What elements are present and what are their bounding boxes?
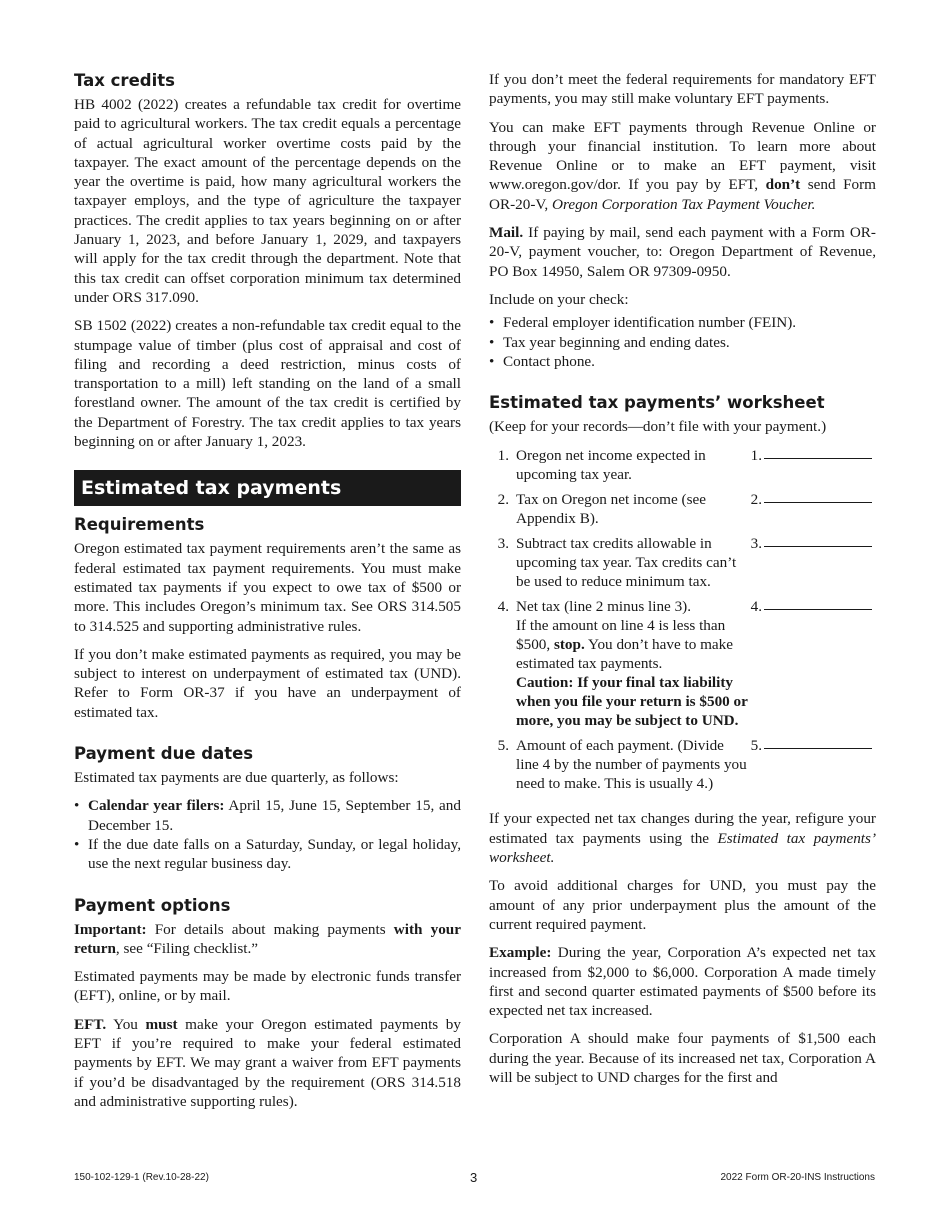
refigure-paragraph <box>489 809 876 867</box>
less-than-text: If the amount on line 4 is less than $500, <box>516 617 726 654</box>
requirements-heading: Requirements <box>74 515 205 535</box>
line-3-entry-blank[interactable] <box>764 534 872 547</box>
example-text: During the year, Corporation A’s expected net tax increased from $2,000 to $6,000. Corporation A made timely first and second quarter estimated payments of $500 before its expected net tax increased. <box>489 944 876 1020</box>
row-number: 1. <box>497 447 509 465</box>
worksheet-row-5 <box>489 736 876 793</box>
eft-text-1: You <box>106 1015 146 1033</box>
example-label: Example: <box>489 944 552 962</box>
avoid-und-paragraph: To avoid additional charges for UND, you must pay the amount of any prior underpayment plus the amount of the current required payment. <box>489 877 876 933</box>
line-number: 5. <box>750 737 762 755</box>
mail-paragraph <box>489 223 876 281</box>
row-number: 5. <box>497 737 509 755</box>
refigure-text: If your expected net tax changes during the year, refigure your estimated tax payments using the <box>489 810 876 847</box>
worksheet-row-3 <box>489 534 876 591</box>
include-intro: Include on your check: <box>489 290 629 308</box>
eft-methods-text-1: You can make EFT payments through Revenue Online or through your financial institution. To learn more about Revenue Online or to make an EFT payment, visit www.oregon.gov/dor. If you pay by EFT, <box>489 118 876 194</box>
page-number: 3 <box>470 1170 478 1185</box>
row-description: Subtract tax credits allowable in upcoming tax year. Tax credits can’t be used to reduce minimum tax. <box>516 535 737 591</box>
include-list <box>489 313 876 371</box>
row-number: 2. <box>497 491 509 509</box>
requirements-paragraph-1: Oregon estimated tax payment requirements aren’t the same as federal estimated tax payment requirements. You must make estimated tax payments if you expect to owe tax of $500 or more. This includes Oregon’s minimum tax. See ORS 314.505 to 314.525 and supporting administrative rules. <box>74 540 461 635</box>
calendar-filers-dates: April 15, June 15, September 15, and December 15. <box>88 797 461 834</box>
include-tax-year: Tax year beginning and ending dates. <box>503 333 730 351</box>
eft-label: EFT. <box>74 1015 107 1033</box>
footer-form-code: 150-102-129-1 (Rev.10-28-22) <box>74 1172 209 1183</box>
row-number: 4. <box>497 598 509 616</box>
net-tax-text: Net tax (line 2 minus line 3). <box>516 598 692 616</box>
tax-credits-paragraph-2: SB 1502 (2022) creates a non-refundable tax credit equal to the stumpage value of timber (plus cost of appraisal and cost of filing and recording a deed restriction, minus costs of transportation to a mill) left standing on the land of a small forestland owner. The amount of the tax credit is certified by the Department of Forestry. The tax credit applies to tax years beginning on or after January 1, 2023. <box>74 317 461 451</box>
payment-options-heading: Payment options <box>74 895 231 915</box>
important-text-1: For details about making payments <box>146 920 394 938</box>
row-description <box>516 597 748 730</box>
eft-paragraph <box>74 1015 461 1111</box>
eft-text-2: make your Oregon estimated payments by EFT if you’re required to make your federal estimated payments by EFT. We may grant a waiver from EFT payments if you’d be disadvantaged by the requirement (ORS 314.518 and administrative supporting rules). <box>74 1015 461 1110</box>
important-paragraph <box>74 920 461 959</box>
stop-emphasis: stop. <box>553 636 585 654</box>
include-fein: Federal employer identification number (FEIN). <box>503 314 797 332</box>
no-payments-text: You don’t have to make estimated tax payments. <box>516 636 733 673</box>
with-your-return: with your return <box>74 920 461 957</box>
mail-text: If paying by mail, send each payment with a Form OR-20-V, payment voucher, to: Oregon Department of Revenue, PO Box 14950, Salem OR 97309-0950. <box>489 224 876 280</box>
line-4-entry-blank[interactable] <box>764 597 872 610</box>
worksheet-title-reference: Estimated tax payments’ worksheet. <box>489 829 876 867</box>
include-contact-phone: Contact phone. <box>503 352 595 370</box>
row-description: Amount of each payment. (Divide line 4 by the number of payments you need to make. This is usually 4.) <box>516 737 747 793</box>
eft-methods-paragraph <box>489 118 876 214</box>
worksheet-row-2 <box>489 490 876 528</box>
due-dates-list <box>74 796 461 873</box>
row-description: Tax on Oregon net income (see Appendix B). <box>516 491 706 528</box>
worksheet <box>489 446 876 793</box>
important-text-2: , see “Filing checklist.” <box>115 939 259 957</box>
line-5-entry-blank[interactable] <box>764 736 872 749</box>
tax-credits-heading: Tax credits <box>74 71 175 90</box>
list-item: • Calendar year filers: April 15, June 15, September 15, and December 15. <box>74 797 461 834</box>
payment-due-dates-intro: Estimated tax payments are due quarterly, as follows: <box>74 769 399 787</box>
dont-emphasis: don’t <box>765 176 801 194</box>
mail-label: Mail. <box>489 224 524 242</box>
example-paragraph <box>489 943 876 1020</box>
row-description: Oregon net income expected in upcoming tax year. <box>516 447 706 484</box>
line-number: 4. <box>750 598 762 616</box>
footer-instructions-title: 2022 Form OR-20-INS Instructions <box>720 1172 875 1183</box>
row-number: 3. <box>497 535 509 553</box>
list-item: • Contact phone. <box>489 352 595 370</box>
line-number: 1. <box>750 447 762 465</box>
line-1-entry-blank[interactable] <box>764 446 872 459</box>
important-label: Important: <box>74 920 147 938</box>
list-item: • Tax year beginning and ending dates. <box>489 333 730 351</box>
estimated-tax-payments-band: Estimated tax payments <box>74 470 461 506</box>
list-item: • Federal employer identification number (FEIN). <box>489 314 797 332</box>
caution-text: Caution: If your final tax liability when you file your return is $500 or more, you may be subject to UND. <box>516 674 748 730</box>
eft-methods-text-2: send Form OR-20-V, <box>489 176 876 213</box>
payment-due-dates-heading: Payment due dates <box>74 744 254 764</box>
voucher-title: Oregon Corporation Tax Payment Voucher. <box>552 195 816 213</box>
list-item: • If the due date falls on a Saturday, Sunday, or legal holiday, use the next regular business day. <box>74 835 461 873</box>
line-number: 3. <box>750 535 762 553</box>
worksheet-heading: Estimated tax payments’ worksheet <box>489 393 825 413</box>
requirements-paragraph-2: If you don’t make estimated payments as required, you may be subject to interest on underpayment of estimated tax (UND). Refer to Form OR-37 if you have an underpayment of estimated tax. <box>74 645 461 721</box>
line-2-entry-blank[interactable] <box>764 490 872 503</box>
voluntary-eft-paragraph: If you don’t meet the federal requirements for mandatory EFT payments, you may still make voluntary EFT payments. <box>489 71 876 108</box>
worksheet-row-4 <box>489 597 876 730</box>
corporation-a-paragraph: Corporation A should make four payments of $1,500 each during the year. Because of its increased net tax, Corporation A will be subject to UND charges for the first and <box>489 1030 876 1087</box>
calendar-filers-label: Calendar year filers: <box>88 797 225 815</box>
payment-methods-paragraph: Estimated payments may be made by electronic funds transfer (EFT), online, or by mail. <box>74 968 461 1005</box>
left-column <box>74 70 461 1120</box>
worksheet-note: (Keep for your records—don’t file with your payment.) <box>489 418 827 436</box>
right-column <box>489 70 876 1096</box>
worksheet-row-1 <box>489 446 876 484</box>
weekend-holiday-rule: If the due date falls on a Saturday, Sunday, or legal holiday, use the next regular business day. <box>88 835 461 873</box>
eft-must: must <box>145 1015 178 1033</box>
line-number: 2. <box>750 491 762 509</box>
tax-credits-paragraph-1: HB 4002 (2022) creates a refundable tax credit for overtime paid to agricultural workers. The tax credit equals a percentage of actual agricultural worker overtime costs paid by the taxpayer. The exact amount of the percentage depends on the year the overtime is paid, how many agricultural workers the taxpayer employs, and the type of agriculture the taxpayer practices. The credit applies to tax years beginning on or after January 1, 2023, and before January 1, 2029, and taxpayers will apply for the tax credit through the department. Note that this tax credit can offset corporation minimum tax determined under ORS 317.090. <box>74 96 461 306</box>
